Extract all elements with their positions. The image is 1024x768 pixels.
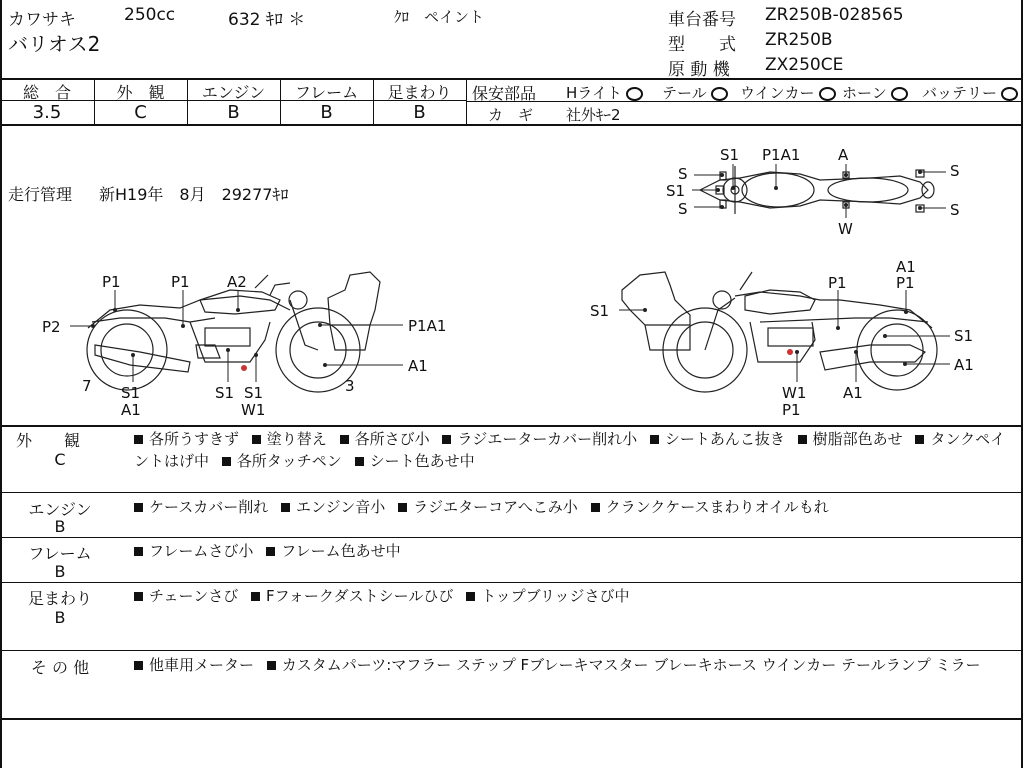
note-item: フレームさび小 <box>134 542 253 560</box>
safety-tail: テール <box>662 82 728 103</box>
top-label-s-left-1: S <box>678 165 688 183</box>
note-item: 塗り替え <box>252 430 327 448</box>
left-label-3: 3 <box>345 377 355 395</box>
note-item: 各所タッチペン <box>222 452 342 470</box>
paint: ｸﾛ ペイント <box>394 8 485 26</box>
right-label-p1: P1 <box>828 274 847 292</box>
engine-label: 原 動 機 <box>668 60 730 80</box>
top-label-p1a1: P1A1 <box>762 146 801 164</box>
safety-horn: ホーン <box>842 82 908 103</box>
key-label: カ ギ <box>488 106 534 124</box>
notes-other-items <box>134 654 1014 676</box>
left-label-7: 7 <box>82 377 92 395</box>
safety-winker: ウインカー <box>740 82 836 103</box>
displacement: 250cc <box>124 5 176 25</box>
top-label-w: W <box>838 220 853 238</box>
left-label-p1-a: P1 <box>102 273 121 291</box>
notes-other-label: そ の 他 <box>30 658 90 677</box>
engine-value: ZX250CE <box>765 55 844 75</box>
frame-grade-label: フレーム <box>294 83 359 102</box>
top-label-s1-left: S1 <box>666 182 686 200</box>
notes-exterior-label: 外 観 <box>15 431 80 450</box>
note-item: カスタムパーツ:マフラー ステップ Fブレーキマスター ブレーキホース ウインカー テールランプ ミラー <box>267 656 981 674</box>
right-label-a1-top: A1 <box>896 258 916 276</box>
history-value: 新H19年 8月 29277ｷﾛ <box>99 185 289 204</box>
suspension-grade-label: 足まわり <box>387 83 452 102</box>
top-label-a: A <box>838 146 849 164</box>
note-item: Fフォークダストシールひび <box>251 587 453 605</box>
right-label-p1-top: P1 <box>896 274 915 292</box>
notes-suspension-label: 足まわり <box>27 589 92 608</box>
top-label-s-left-2: S <box>678 200 688 218</box>
overall-grade: 3.5 <box>32 102 62 123</box>
frame-grade: B <box>320 102 333 123</box>
notes-engine-grade: B <box>54 517 66 536</box>
maker: カワサキ <box>8 10 76 30</box>
right-label-w1: W1 <box>782 384 807 402</box>
note-item: 各所うすきず <box>134 430 239 448</box>
type-label: 型 式 <box>668 35 736 55</box>
left-label-p2: P2 <box>42 318 61 336</box>
note-item: 樹脂部色あせ <box>798 430 903 448</box>
right-label-a1-bottom: A1 <box>843 384 863 402</box>
notes-engine-label: エンジン <box>28 500 92 519</box>
left-label-s1-c: S1 <box>244 384 264 402</box>
left-label-a2: A2 <box>227 273 247 291</box>
note-item: チェーンさび <box>134 587 238 605</box>
notes-engine-items <box>134 496 1014 518</box>
note-item: トップブリッジさび中 <box>466 587 629 605</box>
frame-no: ZR250B-028565 <box>765 5 904 25</box>
exterior-label: 外 観 <box>116 83 165 102</box>
note-item: クランクケースまわりオイルもれ <box>591 498 829 516</box>
left-label-s1-a: S1 <box>121 384 141 402</box>
safety-label: 保安部品 <box>472 84 537 103</box>
right-label-s1-left: S1 <box>590 302 610 320</box>
notes-exterior-grade: C <box>54 450 66 469</box>
note-item: シート色あせ中 <box>355 452 475 470</box>
safety-headlight: Hライト <box>566 82 643 103</box>
top-label-s-right-2: S <box>950 201 960 219</box>
note-item: タンクペイントはげ中 <box>134 430 1006 470</box>
note-item: 他車用メーター <box>134 656 254 674</box>
notes-frame-label: フレーム <box>28 544 92 563</box>
model-name: バリオス2 <box>8 32 101 56</box>
notes-suspension-items <box>134 585 1014 607</box>
note-item: 各所さび小 <box>340 430 430 448</box>
note-item: エンジン音小 <box>281 498 385 516</box>
left-label-s1-b: S1 <box>215 384 235 402</box>
note-item: ラジエターコアへこみ小 <box>398 498 578 516</box>
engine-grade: B <box>227 102 240 123</box>
notes-frame-items <box>134 540 1014 562</box>
right-label-a1-right: A1 <box>954 356 974 374</box>
notes-exterior-items <box>134 428 1014 472</box>
note-item: ケースカバー削れ <box>134 498 268 516</box>
overall-label: 総 合 <box>22 83 71 102</box>
key-value: 社外ｷｰ2 <box>566 106 621 124</box>
safety-battery: バッテリー <box>922 82 1018 103</box>
mileage: 632 ｷﾛ ＊ <box>228 10 306 30</box>
note-item: フレーム色あせ中 <box>266 542 400 560</box>
note-item: シートあんこ抜き <box>650 430 785 448</box>
left-label-a1-b: A1 <box>121 401 141 419</box>
left-label-w1: W1 <box>241 401 266 419</box>
left-label-p1-b: P1 <box>171 273 190 291</box>
history-label: 走行管理 <box>8 185 73 204</box>
suspension-grade: B <box>413 102 426 123</box>
note-item: ラジエーターカバー削れ小 <box>442 430 637 448</box>
top-label-s1: S1 <box>720 146 740 164</box>
left-label-a1: A1 <box>408 357 428 375</box>
type-value: ZR250B <box>765 30 833 50</box>
left-label-p1a1: P1A1 <box>408 317 447 335</box>
engine-grade-label: エンジン <box>201 83 266 102</box>
top-label-s-right-1: S <box>950 162 960 180</box>
frame-no-label: 車台番号 <box>668 10 736 30</box>
notes-suspension-grade: B <box>54 608 66 627</box>
notes-frame-grade: B <box>54 562 66 581</box>
exterior-grade: C <box>134 102 147 123</box>
right-label-s1-right: S1 <box>954 327 974 345</box>
right-label-p1-bottom: P1 <box>782 401 801 419</box>
